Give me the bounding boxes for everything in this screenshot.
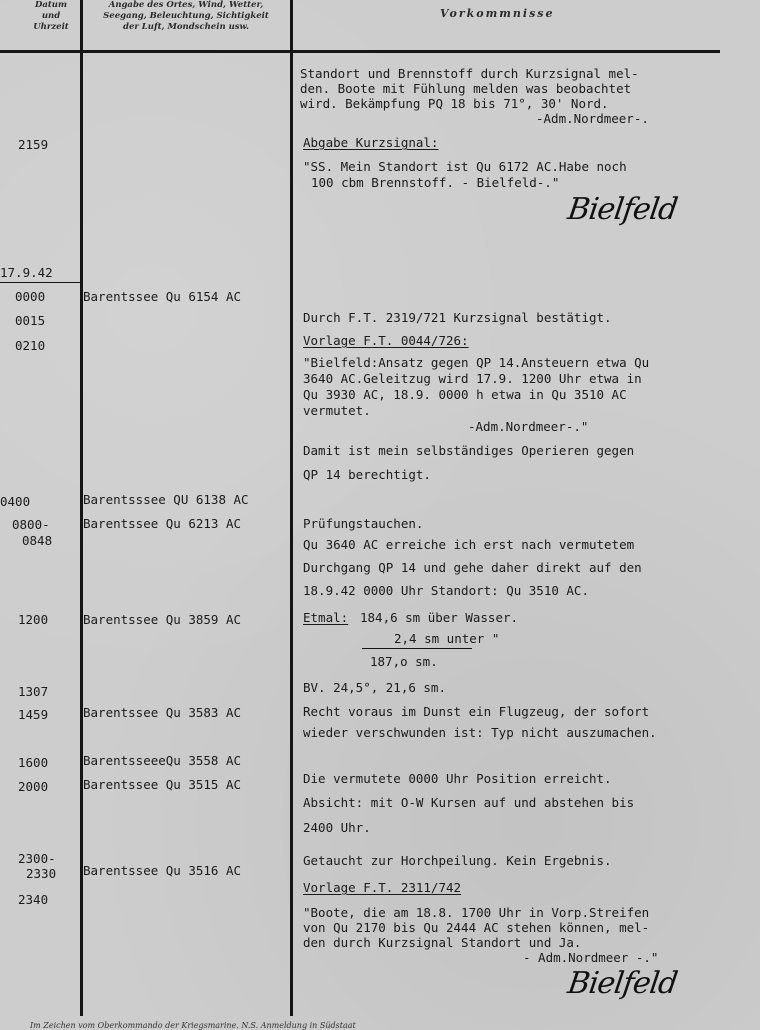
footer-imprint: Im Zeichen vom Oberkommando der Kriegsmarine. N.S. Anmeldung in Südstaat <box>30 1021 356 1030</box>
date-cell: 17.9.42 <box>0 265 53 280</box>
entry-text: Qu 3930 AC, 18.9. 0000 h etwa in Qu 3510 AC <box>303 387 627 402</box>
position-cell: Barentssee Qu 3515 AC <box>83 777 242 792</box>
entry-text: 184,6 sm über Wasser. <box>360 610 519 625</box>
entry-text: - Adm.Nordmeer -." <box>523 950 659 965</box>
entry-text: Damit ist mein selbständiges Operieren gegen <box>303 443 635 458</box>
entry-text: 2,4 sm unter " <box>394 631 500 646</box>
position-cell: Barentssee Qu 3516 AC <box>83 863 242 878</box>
entry-text: 187,o sm. <box>370 654 438 669</box>
time-cell: 1200 <box>18 612 49 627</box>
entry-text: Standort und Brennstoff durch Kurzsignal mel- <box>300 66 639 81</box>
entry-text: Durch F.T. 2319/721 Kurzsignal bestätigt. <box>303 310 612 325</box>
position-cell: BarentsseeeQu 3558 AC <box>83 753 242 768</box>
header-vorkommnisse: Vorkommnisse <box>440 7 555 20</box>
entry-label: Etmal: <box>303 610 349 625</box>
entry-text: 18.9.42 0000 Uhr Standort: Qu 3510 AC. <box>303 583 589 598</box>
entry-text: Durchgang QP 14 und gehe daher direkt auf den <box>303 560 642 575</box>
position-cell: Barentssee Qu 6154 AC <box>83 289 242 304</box>
entry-text: -Adm.Nordmeer-." <box>468 419 589 434</box>
entry-text: Prüfungstauchen. <box>303 516 424 531</box>
entry-text: wird. Bekämpfung PQ 18 bis 71°, 30' Nord. <box>300 96 609 111</box>
entry-text: -Adm.Nordmeer-. <box>536 111 649 126</box>
entry-text: "Boote, die am 18.8. 1700 Uhr in Vorp.Streifen <box>303 905 650 920</box>
entry-text: "SS. Mein Standort ist Qu 6172 AC.Habe noch <box>303 159 627 174</box>
time-cell: 1307 <box>18 684 49 699</box>
entry-text: Getaucht zur Horchpeilung. Kein Ergebnis. <box>303 853 612 868</box>
entry-text: Vorlage F.T. 0044/726: <box>303 333 469 348</box>
signature: Bielfeld <box>565 966 680 1001</box>
entry-text: QP 14 berechtigt. <box>303 467 431 482</box>
time-cell: 0000 <box>15 289 46 304</box>
column-rule-middle <box>290 0 293 1016</box>
time-cell: 1459 <box>18 707 49 722</box>
time-cell: 0015 <box>15 313 46 328</box>
time-cell: 0210 <box>15 338 46 353</box>
entry-text: den durch Kurzsignal Standort und Ja. <box>303 935 582 950</box>
entry-text: BV. 24,5°, 21,6 sm. <box>303 680 446 695</box>
entry-text: Vorlage F.T. 2311/742 <box>303 880 462 895</box>
header-datum: Datum und Uhrzeit <box>33 0 69 32</box>
header-rule <box>0 50 720 53</box>
position-cell: Barentssee Qu 3583 AC <box>83 705 242 720</box>
signature: Bielfeld <box>565 192 680 227</box>
time-cell: 0400 <box>0 494 31 509</box>
date-underline <box>0 282 82 283</box>
time-cell: 2000 <box>18 779 49 794</box>
time-cell: 1600 <box>18 755 49 770</box>
time-cell: 2330 <box>26 866 57 881</box>
entry-text: Absicht: mit O-W Kursen auf und abstehen bis <box>303 795 635 810</box>
entry-text: von Qu 2170 bis Qu 2444 AC stehen können, mel- <box>303 920 650 935</box>
entry-text: 3640 AC.Geleitzug wird 17.9. 1200 Uhr etwa in <box>303 371 642 386</box>
time-cell: 0800- <box>12 517 50 532</box>
entry-text: Abgabe Kurzsignal: <box>303 135 439 150</box>
header-ort: Angabe des Ortes, Wind, Wetter, Seegang, Beleuchtung, Sichtigkeit der Luft, Mondschein usw. <box>103 0 269 32</box>
entry-text: "Bielfeld:Ansatz gegen QP 14.Ansteuern etwa Qu <box>303 355 650 370</box>
entry-text: vermutet. <box>303 403 371 418</box>
entry-text: Qu 3640 AC erreiche ich erst nach vermutetem <box>303 537 635 552</box>
position-cell: Barentsssee QU 6138 AC <box>83 492 249 507</box>
entry-text: den. Boote mit Fühlung melden was beobachtet <box>300 81 632 96</box>
entry-text: wieder verschwunden ist: Typ nicht auszumachen. <box>303 725 657 740</box>
position-cell: Barentssee Qu 3859 AC <box>83 612 242 627</box>
entry-text: Die vermutete 0000 Uhr Position erreicht. <box>303 771 612 786</box>
entry-text: 2400 Uhr. <box>303 820 371 835</box>
entry-text: Recht voraus im Dunst ein Flugzeug, der sofort <box>303 704 650 719</box>
time-cell: 2159 <box>18 137 49 152</box>
time-cell: 2300- <box>18 851 56 866</box>
time-cell: 0848 <box>22 533 53 548</box>
sum-rule <box>362 648 472 649</box>
entry-text: 100 cbm Brennstoff. - Bielfeld-." <box>311 175 560 190</box>
time-cell: 2340 <box>18 892 49 907</box>
position-cell: Barentssee Qu 6213 AC <box>83 516 242 531</box>
